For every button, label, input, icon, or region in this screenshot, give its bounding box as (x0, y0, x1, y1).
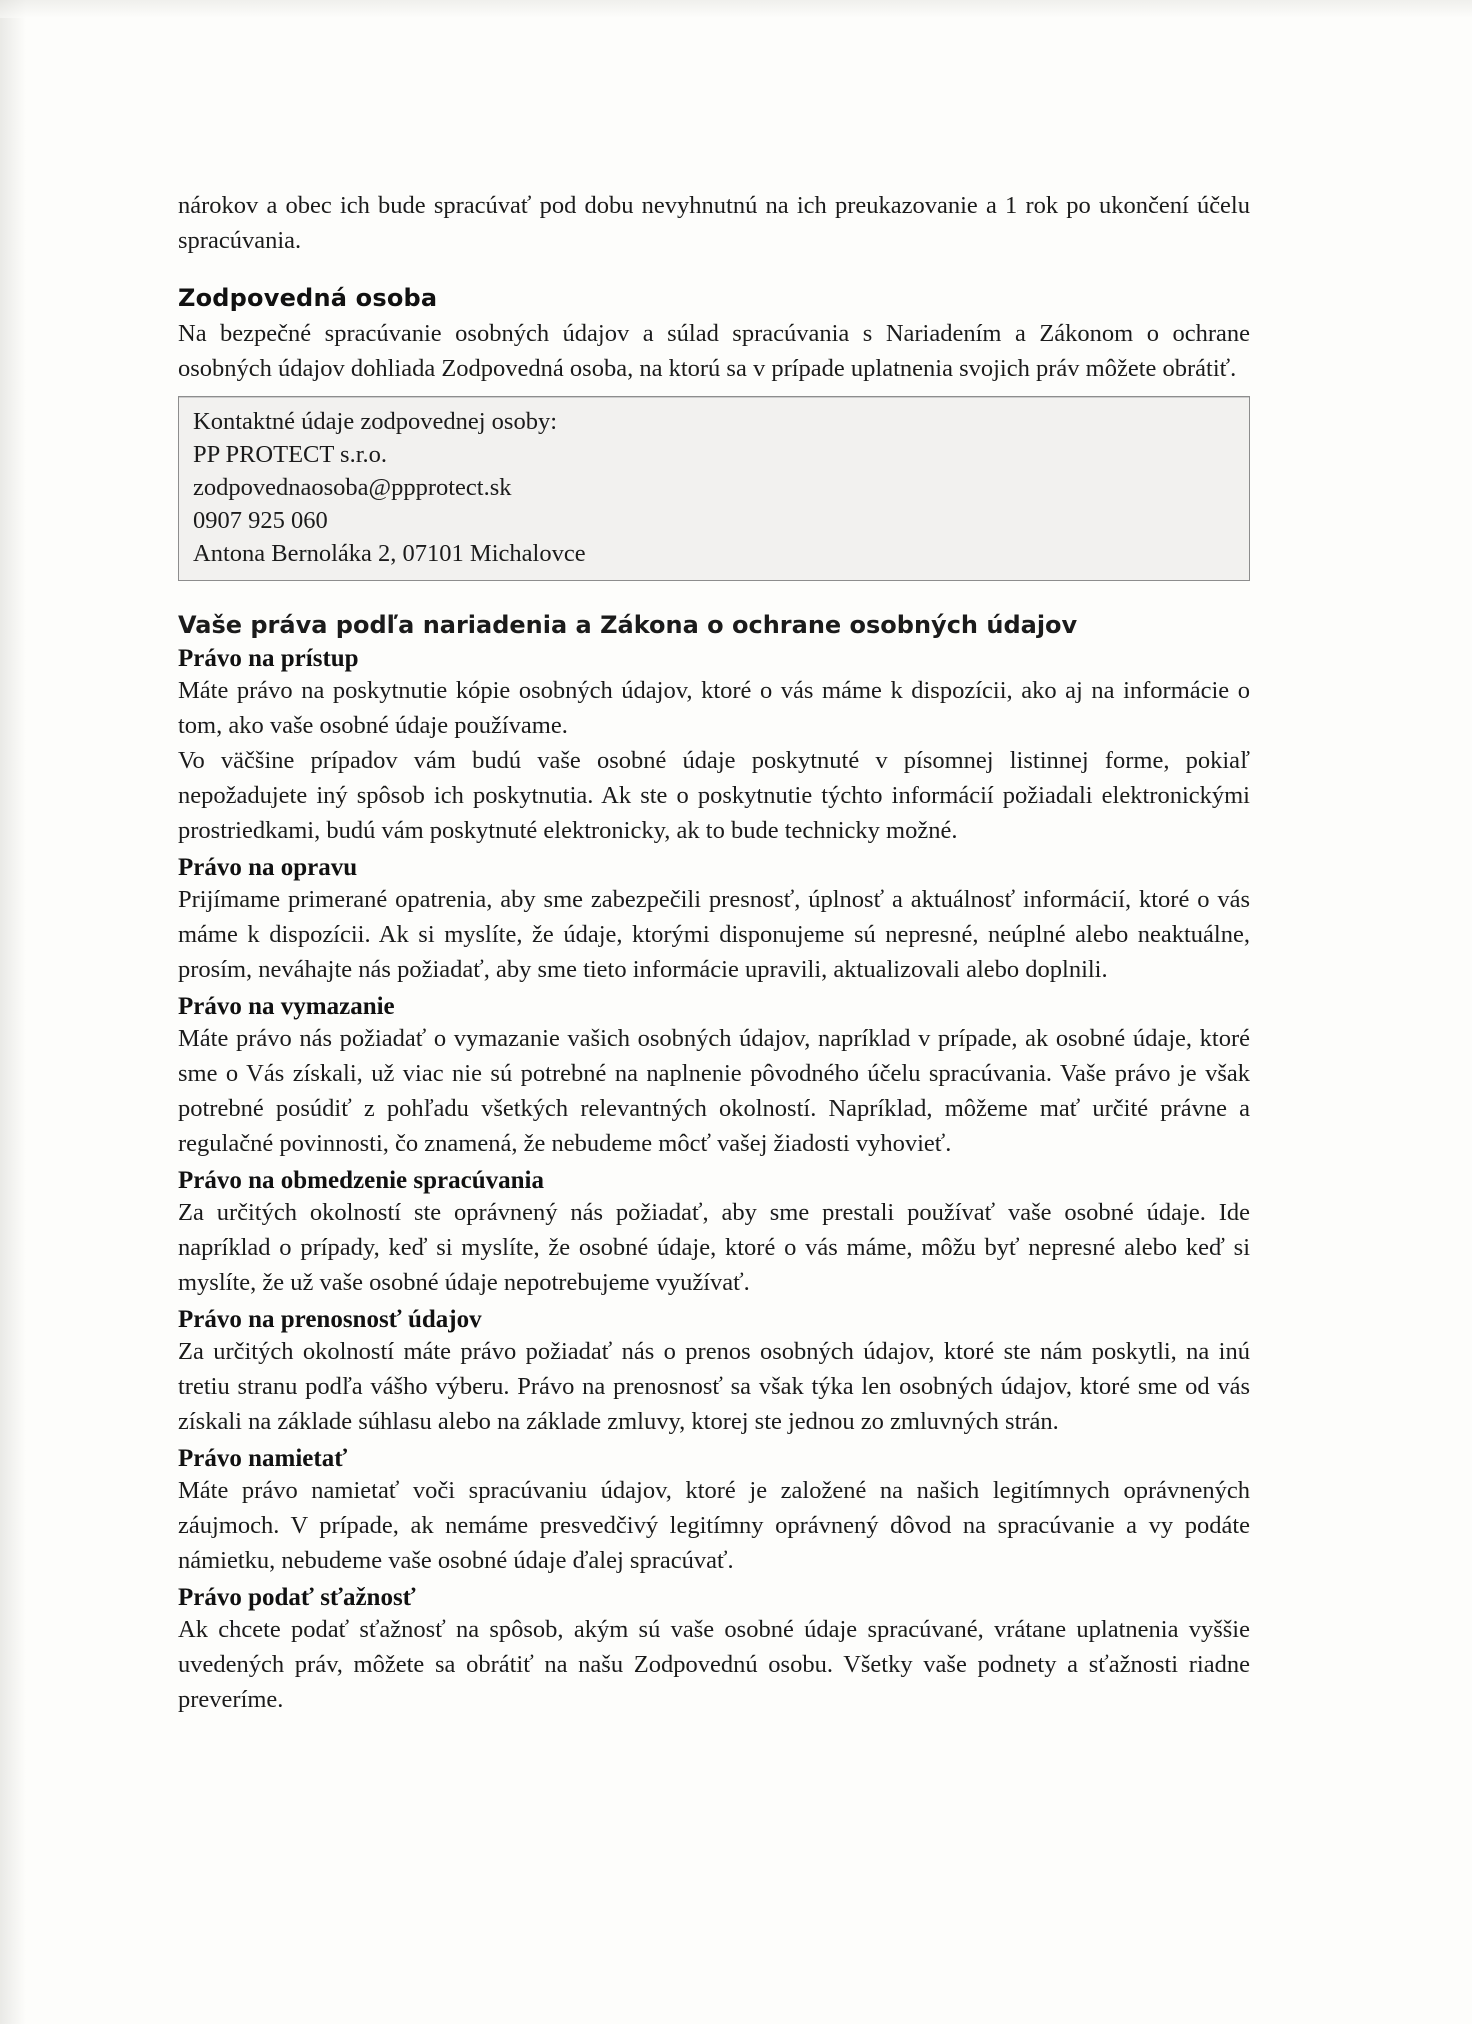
heading-pravo-na-opravu: Právo na opravu (178, 854, 358, 881)
contact-email: zodpovednaosoba@ppprotect.sk (193, 474, 512, 501)
heading-pravo-na-pristup: Právo na prístup (178, 645, 359, 672)
contact-box-title: Kontaktné údaje zodpovednej osoby: (193, 408, 558, 435)
contact-phone: 0907 925 060 (193, 507, 328, 534)
paragraph-pravo-na-opravu: Prijímame primerané opatrenia, aby sme zabezpečili presnosť, úplnosť a aktuálnosť informácií, ktoré o vás máme k dispozícii. Ak si myslíte, že údaje, ktorými disponujeme sú nepresné, neúplné alebo neaktuálne, prosím, neváhajte nás požiadať, aby sme tieto informácie upravili, aktualizovali alebo doplnili. (178, 886, 1250, 983)
heading-pravo-namietat: Právo namietať (178, 1445, 348, 1472)
paragraph-pravo-na-obmedzenie-spracuvania: Za určitých okolností ste oprávnený nás požiadať, aby sme prestali používať vaše osobné údaje. Ide napríklad o prípady, keď si myslíte, že osobné údaje, ktoré o vás máme, môžu byť nepresné alebo keď si myslíte, že už vaše osobné údaje nepotrebujeme využívať. (178, 1199, 1250, 1296)
scan-edge-shadow-top (0, 0, 1472, 18)
paragraph-pravo-na-prenosnost-udajov: Za určitých okolností máte právo požiadať nás o prenos osobných údajov, ktoré ste nám poskytli, na inú tretiu stranu podľa vášho výberu. Právo na prenosnosť sa však týka len osobných údajov, ktoré sme od vás získali na základe súhlasu alebo na základe zmluvy, ktorej ste jednou zo zmluvných strán. (178, 1338, 1250, 1435)
heading-zodpovedna-osoba: Zodpovedná osoba (178, 284, 438, 312)
heading-pravo-na-vymazanie: Právo na vymazanie (178, 993, 395, 1020)
intro-paragraph: nárokov a obec ich bude spracúvať pod dobu nevyhnutnú na ich preukazovanie a 1 rok po ukončení účelu spracúvania. (178, 192, 1250, 254)
heading-pravo-na-obmedzenie-spracuvania: Právo na obmedzenie spracúvania (178, 1167, 544, 1194)
paragraph-pravo-podat-staznost: Ak chcete podať sťažnosť na spôsob, akým sú vaše osobné údaje spracúvané, vrátane uplatnenia vyššie uvedených práv, môžete sa obrátiť na našu Zodpovednú osobu. Všetky vaše podnety a sťažnosti riadne preveríme. (178, 1616, 1250, 1713)
heading-vase-prava: Vaše práva podľa nariadenia a Zákona o ochrane osobných údajov (178, 611, 1078, 639)
document-body (178, 188, 1250, 1717)
contact-company: PP PROTECT s.r.o. (193, 441, 388, 468)
paragraph-zodpovedna-osoba: Na bezpečné spracúvanie osobných údajov a súlad spracúvania s Nariadením a Zákonom o ochrane osobných údajov dohliada Zodpovedná osoba, na ktorú sa v prípade uplatnenia svojich práv môžete obrátiť. (178, 320, 1250, 382)
paragraph-pravo-namietat: Máte právo namietať voči spracúvaniu údajov, ktoré je založené na našich legitímnych oprávnených záujmoch. V prípade, ak nemáme presvedčivý legitímny oprávnený dôvod na spracúvanie a vy podáte námietku, nebudeme vaše osobné údaje ďalej spracúvať. (178, 1477, 1250, 1574)
heading-pravo-na-prenosnost-udajov: Právo na prenosnosť údajov (178, 1306, 482, 1333)
contact-details-box (178, 396, 1250, 581)
scan-edge-shadow-left (0, 0, 26, 2024)
contact-address: Antona Bernoláka 2, 07101 Michalovce (193, 540, 586, 567)
paragraph-pravo-na-vymazanie: Máte právo nás požiadať o vymazanie vašich osobných údajov, napríklad v prípade, ak osobné údaje, ktoré sme o Vás získali, už viac nie sú potrebné na naplnenie pôvodného účelu spracúvania. Vaše právo je však potrebné posúdiť z pohľadu všetkých relevantných okolností. Napríklad, môžeme mať určité právne a regulačné povinnosti, čo znamená, že nebudeme môcť vašej žiadosti vyhovieť. (178, 1025, 1250, 1157)
heading-pravo-podat-staznost: Právo podať sťažnosť (178, 1584, 416, 1611)
paragraph-pravo-na-pristup-1: Máte právo na poskytnutie kópie osobných údajov, ktoré o vás máme k dispozícii, ako aj na informácie o tom, ako vaše osobné údaje používame. (178, 677, 1250, 739)
paragraph-pravo-na-pristup-2: Vo väčšine prípadov vám budú vaše osobné údaje poskytnuté v písomnej listinnej forme, pokiaľ nepožadujete iný spôsob ich poskytnutia. Ak ste o poskytnutie týchto informácií požiadali elektronickými prostriedkami, budú vám poskytnuté elektronicky, ak to bude technicky možné. (178, 747, 1250, 844)
